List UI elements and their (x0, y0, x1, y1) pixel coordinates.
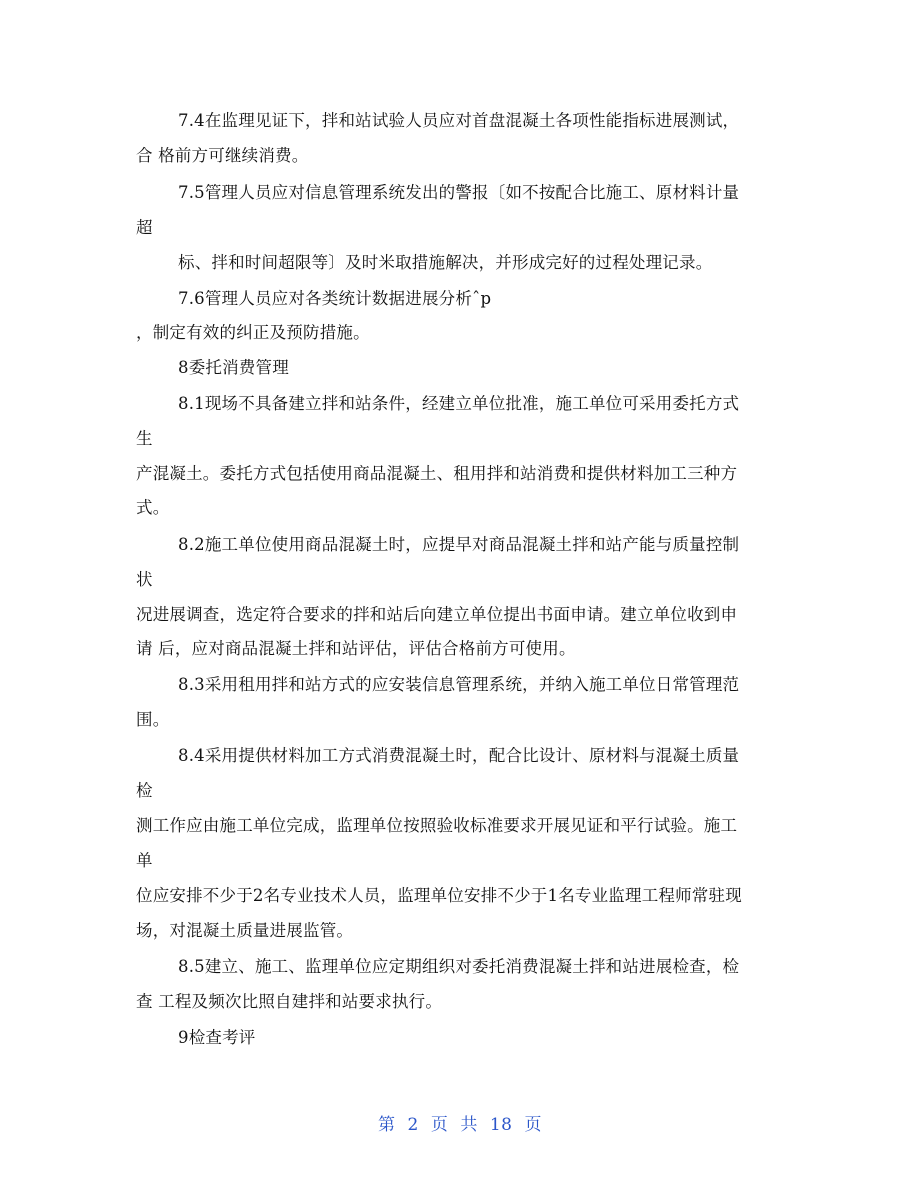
text-line-8-4-cont-2: 位应安排不少于2名专业技术人员，监理单位安排不少于1名专业监理工程师常驻现 (136, 886, 742, 905)
text-line-8-3-end: 围。 (136, 710, 170, 729)
text-line-8-4-wrap: 检 (136, 781, 153, 800)
text-line-8-4-cont: 测工作应由施工单位完成，监理单位按照验收标准要求开展见证和平行试验。施工 (136, 816, 738, 835)
text-line-8-2-end: 请 后，应对商品混凝土拌和站评估，评估合格前方可使用。 (136, 639, 576, 658)
text-line-7-5: 7.5管理人员应对信息管理系统发出的警报〔如不按配合比施工、原材料计量 (178, 183, 740, 202)
section-heading-9: 9检查考评 (178, 1028, 256, 1047)
text-line-7-5-wrap: 超 (136, 218, 153, 237)
text-line-8-2: 8.2施工单位使用商品混凝土时，应提早对商品混凝土拌和站产能与质量控制 (178, 535, 740, 554)
text-line-8-2-cont: 况进展调查，选定符合要求的拌和站后向建立单位提出书面申请。建立单位收到申 (136, 605, 738, 624)
section-heading-8: 8委托消费管理 (178, 358, 289, 377)
text-line-8-4-wrap-2: 单 (136, 851, 153, 870)
text-line-8-4-end: 场，对混凝土质量进展监管。 (136, 921, 354, 940)
text-line-8-2-wrap: 状 (136, 570, 153, 589)
text-line-8-1-cont: 产混凝土。委托方式包括使用商品混凝土、租用拌和站消费和提供材料加工三种方 (136, 464, 738, 483)
text-line-8-5: 8.5建立、施工、监理单位应定期组织对委托消费混凝土拌和站进展检查，检 (178, 957, 740, 976)
text-line-8-1-end: 式。 (136, 498, 170, 517)
text-line-7-6-cont: ，制定有效的纠正及预防措施。 (136, 323, 370, 342)
footer-label-ye: 页 (430, 1115, 449, 1135)
text-line-7-5-cont: 标、拌和时间超限等〕及时米取措施解决，并形成完好的过程处理记录。 (178, 253, 713, 272)
text-line-8-1: 8.1现场不具备建立拌和站条件，经建立单位批准，施工单位可采用委托方式 (178, 394, 740, 413)
page-footer (0, 1114, 920, 1136)
text-line-7-4: 7.4在监理见证下，拌和站试验人员应对首盘混凝土各项性能指标进展测试， (178, 111, 740, 130)
footer-label-gong: 共 (460, 1115, 478, 1135)
text-line-8-4: 8.4采用提供材料加工方式消费混凝土时，配合比设计、原材料与混凝土质量 (178, 746, 740, 765)
text-line-7-6: 7.6管理人员应对各类统计数据进展分析ˆp (178, 289, 492, 308)
footer-current-page: 2 (407, 1115, 419, 1135)
text-line-8-3: 8.3采用租用拌和站方式的应安装信息管理系统，并纳入施工单位日常管理范 (178, 675, 740, 694)
footer-total-pages: 18 (489, 1115, 513, 1135)
text-line-8-1-wrap: 生 (136, 429, 153, 448)
text-line-7-4-cont: 合 格前方可继续消费。 (136, 146, 309, 165)
footer-label-di: 第 (378, 1115, 396, 1135)
footer-label-ye-2: 页 (524, 1115, 542, 1135)
text-line-8-5-end: 查 工程及频次比照自建拌和站要求执行。 (136, 992, 443, 1011)
